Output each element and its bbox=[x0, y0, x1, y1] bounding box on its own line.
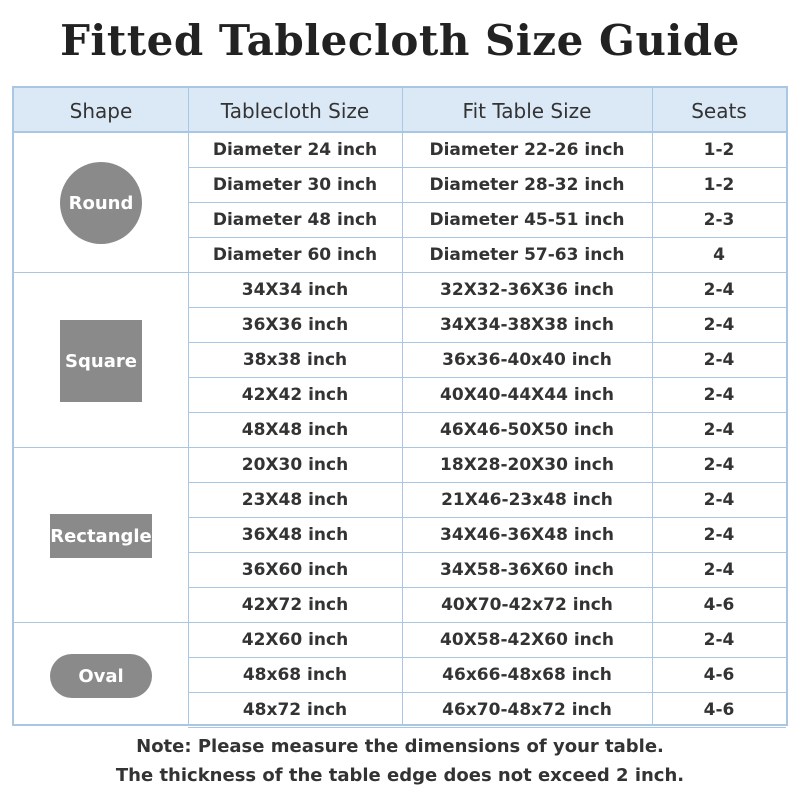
tablecloth-size-cell: 34X34 inch bbox=[241, 280, 349, 300]
note-line-2: The thickness of the table edge does not exceed 2 inch. bbox=[115, 765, 685, 786]
seats-cell: 2-4 bbox=[703, 630, 735, 650]
fit-table-size-cell: 40X70-42x72 inch bbox=[441, 595, 613, 615]
seats-cell: 2-4 bbox=[703, 315, 735, 335]
tablecloth-size-cell: 36X60 inch bbox=[241, 560, 349, 580]
tablecloth-size-cell: 42X60 inch bbox=[241, 630, 349, 650]
fit-table-size-cell: 40X40-44X44 inch bbox=[440, 385, 614, 405]
seats-cell: 2-4 bbox=[703, 525, 735, 545]
tablecloth-size-cell: 42X72 inch bbox=[241, 595, 349, 615]
table-row bbox=[188, 133, 786, 168]
seats-cell: 4-6 bbox=[703, 700, 735, 720]
shape-badge-square: Square bbox=[60, 320, 142, 402]
seats-cell: 4-6 bbox=[703, 595, 735, 615]
header-shape: Shape bbox=[69, 99, 133, 123]
note-line-1: Note: Please measure the dimensions of your table. bbox=[136, 736, 664, 757]
table-row bbox=[188, 308, 786, 343]
table-row bbox=[188, 273, 786, 308]
seats-cell: 2-4 bbox=[703, 490, 735, 510]
table-row bbox=[188, 518, 786, 553]
seats-cell: 4-6 bbox=[703, 665, 735, 685]
header-fit-table-size: Fit Table Size bbox=[462, 99, 592, 123]
seats-cell: 2-3 bbox=[703, 210, 735, 230]
seats-cell: 2-4 bbox=[703, 455, 735, 475]
seats-cell: 2-4 bbox=[703, 560, 735, 580]
table-row bbox=[188, 413, 786, 448]
fit-table-size-cell: 18X28-20X30 inch bbox=[440, 455, 614, 475]
tablecloth-size-cell: Diameter 24 inch bbox=[212, 140, 378, 160]
table-row bbox=[188, 553, 786, 588]
header-seats: Seats bbox=[691, 99, 747, 123]
seats-cell: 2-4 bbox=[703, 420, 735, 440]
table-row bbox=[188, 378, 786, 413]
fit-table-size-cell: Diameter 57-63 inch bbox=[429, 245, 625, 265]
fit-table-size-cell: 46x66-48x68 inch bbox=[442, 665, 612, 685]
seats-cell: 1-2 bbox=[703, 140, 735, 160]
tablecloth-size-cell: 36X48 inch bbox=[241, 525, 349, 545]
shape-badge-rectangle: Rectangle bbox=[50, 514, 152, 558]
shape-badge-oval: Oval bbox=[50, 654, 152, 698]
tablecloth-size-cell: 48X48 inch bbox=[241, 420, 349, 440]
tablecloth-size-cell: 20X30 inch bbox=[241, 455, 349, 475]
fit-table-size-cell: 46x70-48x72 inch bbox=[442, 700, 612, 720]
seats-cell: 1-2 bbox=[703, 175, 735, 195]
table-row bbox=[188, 658, 786, 693]
fit-table-size-cell: 36x36-40x40 inch bbox=[442, 350, 612, 370]
tablecloth-size-cell: 23X48 inch bbox=[241, 490, 349, 510]
fit-table-size-cell: 34X58-36X60 inch bbox=[440, 560, 614, 580]
table-row bbox=[188, 203, 786, 238]
fit-table-size-cell: Diameter 45-51 inch bbox=[429, 210, 625, 230]
table-header bbox=[14, 88, 786, 133]
seats-cell: 2-4 bbox=[703, 385, 735, 405]
table-row bbox=[188, 693, 786, 728]
fit-table-size-cell: 46X46-50X50 inch bbox=[440, 420, 614, 440]
tablecloth-size-cell: 48x72 inch bbox=[242, 700, 348, 720]
seats-cell: 2-4 bbox=[703, 280, 735, 300]
seats-cell: 2-4 bbox=[703, 350, 735, 370]
page-title: Fitted Tablecloth Size Guide bbox=[60, 16, 740, 65]
table-row bbox=[188, 238, 786, 273]
table-row bbox=[188, 623, 786, 658]
tablecloth-size-cell: 42X42 inch bbox=[241, 385, 349, 405]
fit-table-size-cell: 21X46-23x48 inch bbox=[441, 490, 613, 510]
tablecloth-size-cell: 36X36 inch bbox=[241, 315, 349, 335]
fit-table-size-cell: 40X58-42X60 inch bbox=[440, 630, 614, 650]
fit-table-size-cell: 32X32-36X36 inch bbox=[440, 280, 614, 300]
fit-table-size-cell: Diameter 22-26 inch bbox=[429, 140, 625, 160]
fit-table-size-cell: 34X34-38X38 inch bbox=[440, 315, 614, 335]
tablecloth-size-cell: 48x68 inch bbox=[242, 665, 348, 685]
fit-table-size-cell: 34X46-36X48 inch bbox=[440, 525, 614, 545]
table-row bbox=[188, 448, 786, 483]
fit-table-size-cell: Diameter 28-32 inch bbox=[429, 175, 625, 195]
table-row bbox=[188, 343, 786, 378]
header-tablecloth-size: Tablecloth Size bbox=[220, 99, 370, 123]
tablecloth-size-cell: 38x38 inch bbox=[242, 350, 348, 370]
size-guide-table bbox=[12, 86, 788, 726]
table-row bbox=[188, 168, 786, 203]
table-row bbox=[188, 483, 786, 518]
seats-cell: 4 bbox=[713, 245, 725, 265]
table-row bbox=[188, 588, 786, 623]
tablecloth-size-cell: Diameter 60 inch bbox=[212, 245, 378, 265]
tablecloth-size-cell: Diameter 48 inch bbox=[212, 210, 378, 230]
tablecloth-size-cell: Diameter 30 inch bbox=[212, 175, 378, 195]
shape-badge-round: Round bbox=[60, 162, 142, 244]
